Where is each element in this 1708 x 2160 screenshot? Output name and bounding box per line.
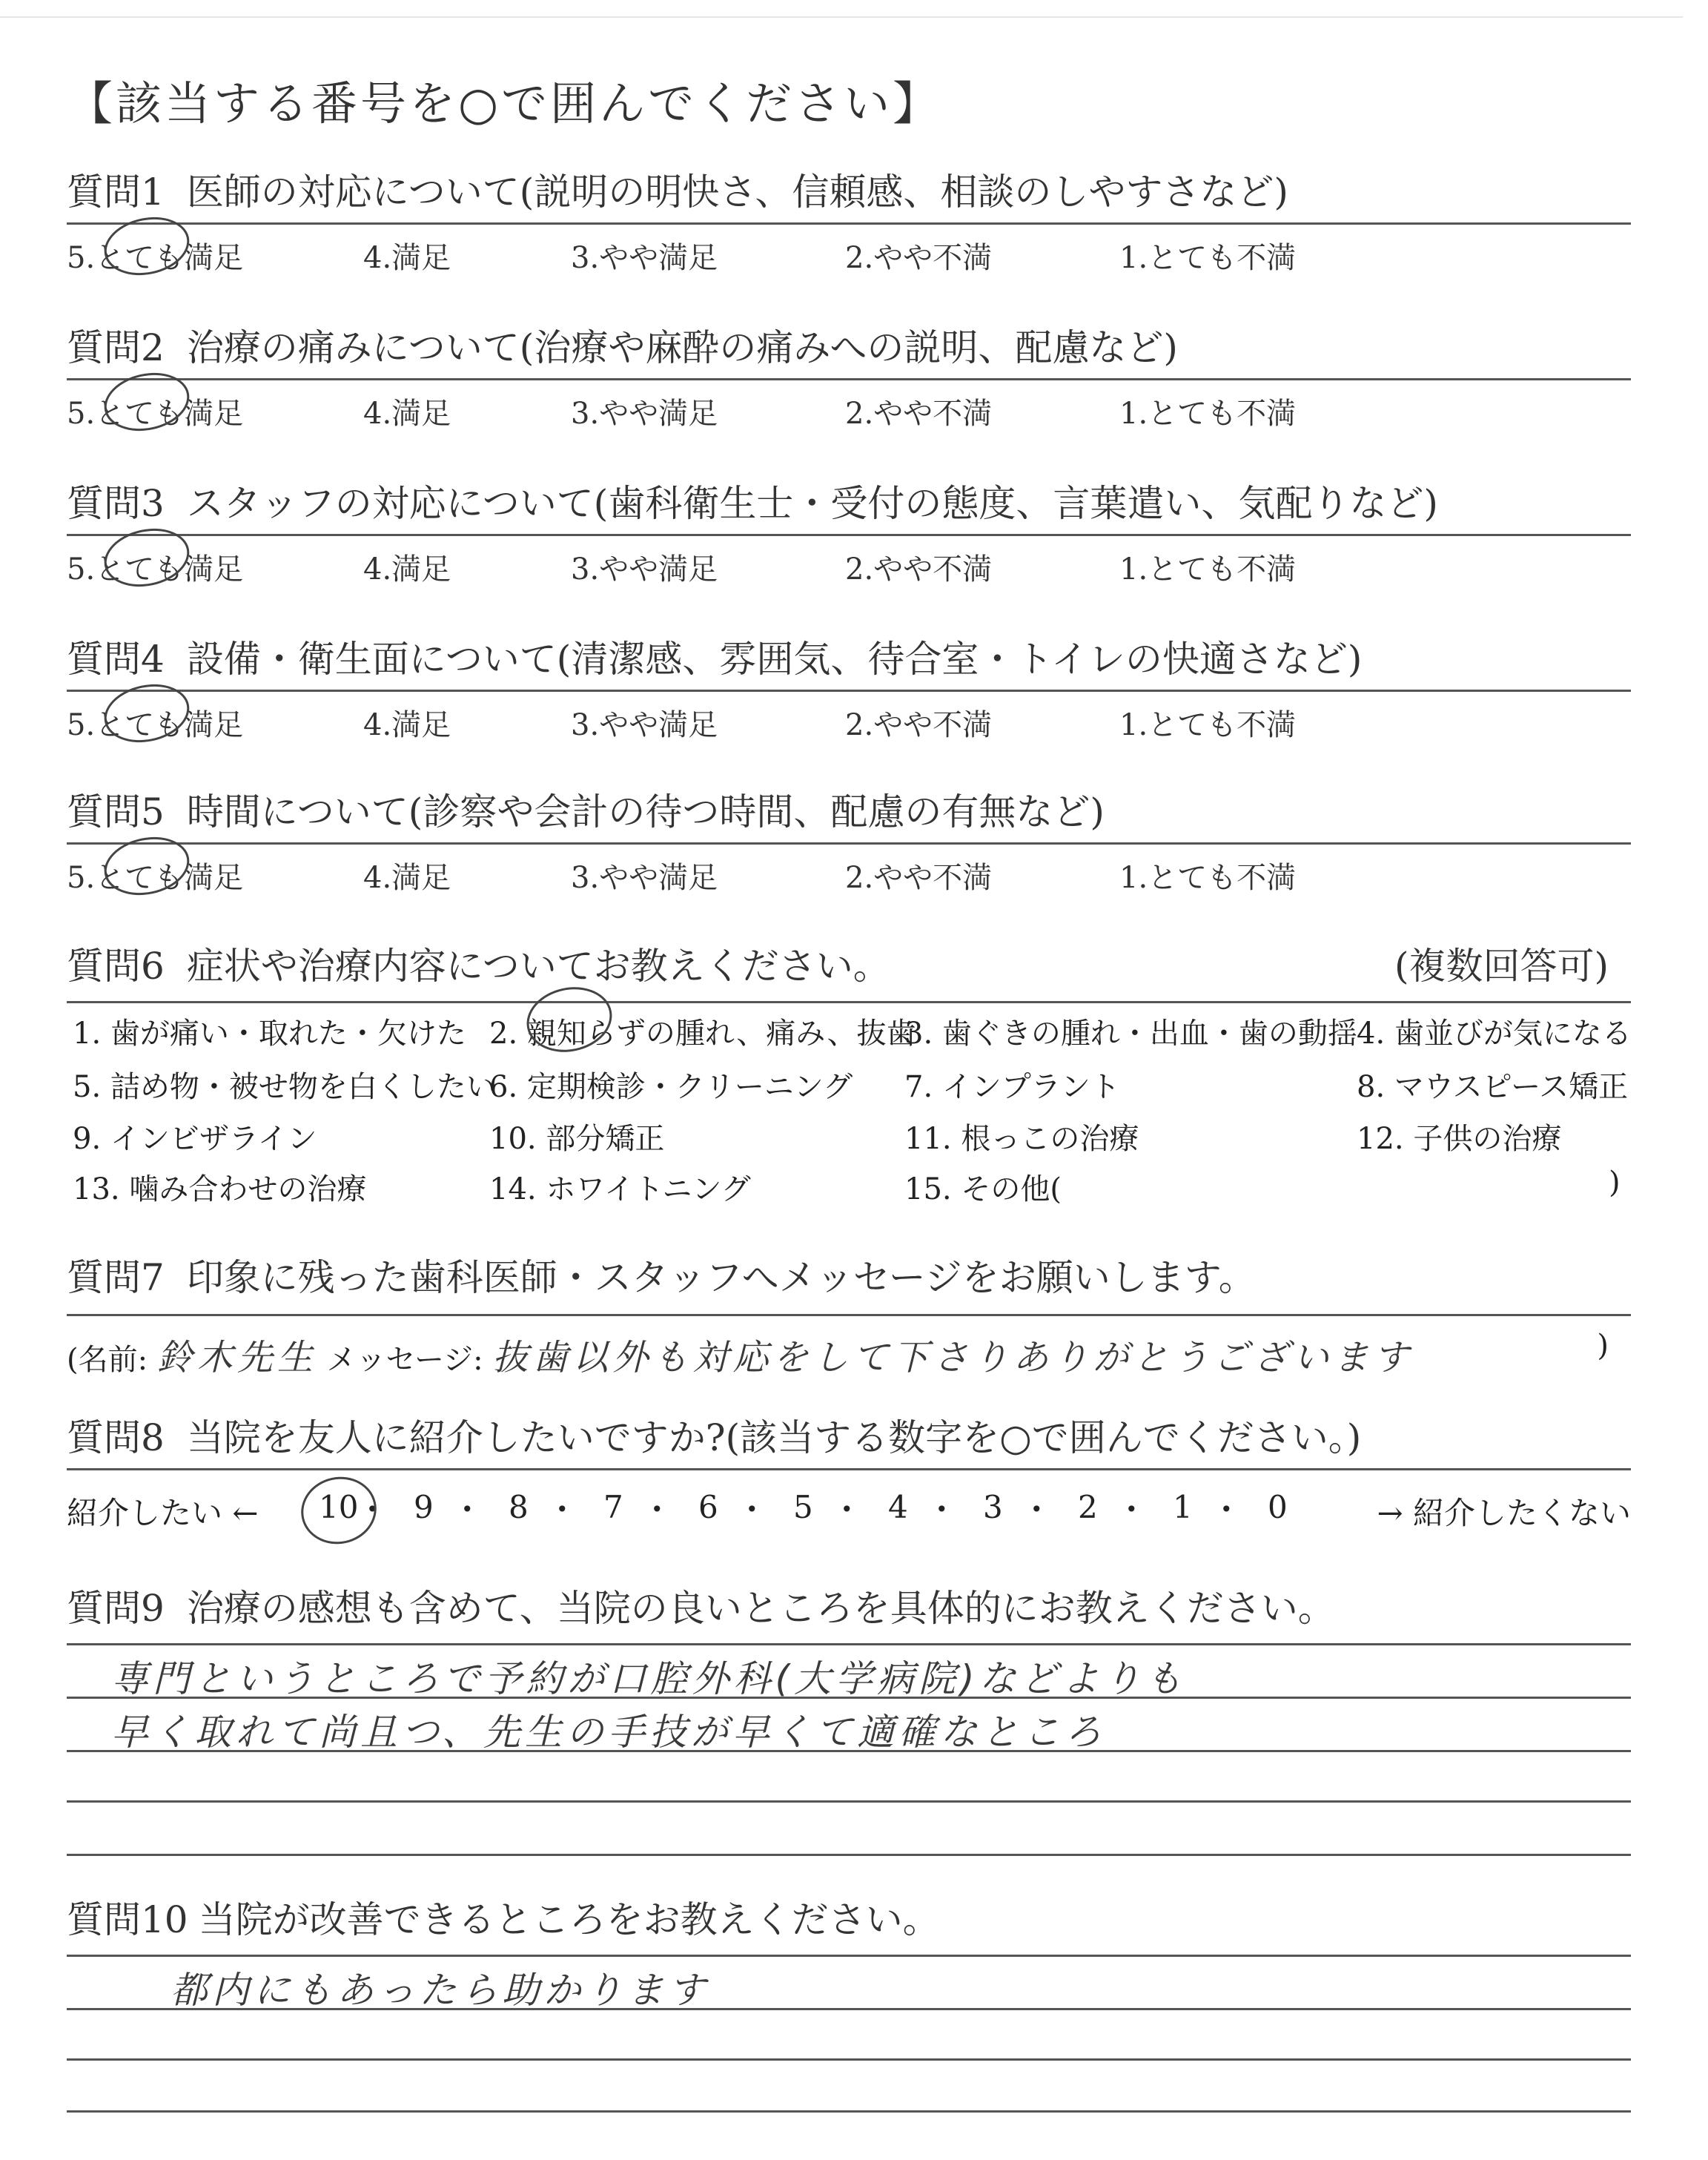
answer-rule bbox=[67, 534, 1631, 536]
answer-rule bbox=[67, 690, 1631, 692]
question-text: 印象に残った歯科医師・スタッフへメッセージをお願いします。 bbox=[186, 1256, 1256, 1299]
rating-option[interactable]: 1.とても不満 bbox=[1119, 861, 1297, 895]
question-10 bbox=[67, 1897, 1631, 2012]
symptom-option[interactable]: 7. インプラント bbox=[904, 1070, 1120, 1104]
symptom-option[interactable]: 2. 親知らずの腫れ、痛み、抜歯 bbox=[489, 1017, 916, 1051]
question-text: スタッフの対応について(歯科衛生士・受付の態度、言葉遣い、気配りなど) bbox=[186, 482, 1438, 525]
symptom-option[interactable]: 13. 噛み合わせの治療 bbox=[73, 1172, 367, 1206]
rating-option[interactable]: 2.やや不満 bbox=[845, 861, 993, 895]
question-6-title bbox=[67, 943, 1631, 989]
name-value[interactable]: 鈴木先生 bbox=[156, 1337, 317, 1378]
rating-option[interactable]: 3.やや満足 bbox=[571, 861, 718, 895]
rating-option[interactable]: 5.とても満足 bbox=[67, 552, 244, 587]
question-number: 質問5 bbox=[67, 790, 165, 833]
rating-option[interactable]: 5.とても満足 bbox=[67, 708, 244, 742]
scale-separator: • bbox=[841, 1497, 853, 1522]
question-text: 医師の対応について(説明の明快さ、信頼感、相談のしやすさなど) bbox=[186, 171, 1288, 214]
rating-option[interactable]: 5.とても満足 bbox=[67, 861, 244, 895]
answer-rule bbox=[67, 378, 1631, 380]
rating-option[interactable]: 1.とても不満 bbox=[1119, 552, 1297, 587]
scale-separator: • bbox=[366, 1497, 379, 1522]
symptom-option[interactable]: 10. 部分矯正 bbox=[489, 1122, 665, 1156]
scale-separator: • bbox=[1030, 1497, 1043, 1522]
answer-rule bbox=[67, 2058, 1631, 2061]
answer-rule bbox=[67, 1643, 1631, 1645]
symptom-option[interactable]: 11. 根っこの治療 bbox=[904, 1122, 1139, 1156]
message-close-paren: ) bbox=[1597, 1329, 1609, 1363]
scale-separator: • bbox=[1125, 1497, 1138, 1522]
question-9-title bbox=[67, 1585, 1631, 1631]
symptom-option[interactable]: ) bbox=[1609, 1166, 1621, 1200]
symptom-option[interactable]: 15. その他( bbox=[904, 1172, 1062, 1206]
symptom-option[interactable]: 1. 歯が痛い・取れた・欠けた bbox=[73, 1017, 466, 1051]
scale-separator: • bbox=[746, 1497, 758, 1522]
scale-number[interactable]: 3 bbox=[983, 1489, 1003, 1525]
recommend-scale bbox=[67, 1489, 1631, 1541]
rating-option[interactable]: 4.満足 bbox=[363, 708, 451, 742]
question-text: 設備・衛生面について(清潔感、雰囲気、待合室・トイレの快適さなど) bbox=[186, 638, 1363, 681]
answer-rule bbox=[67, 1468, 1631, 1470]
question-number: 質問2 bbox=[67, 326, 165, 369]
question-8 bbox=[67, 1415, 1631, 1531]
answer-rule bbox=[67, 1314, 1631, 1316]
symptom-option[interactable]: 4. 歯並びが気になる bbox=[1357, 1017, 1632, 1051]
question-2 bbox=[67, 325, 1631, 431]
question-number: 質問9 bbox=[67, 1587, 165, 1630]
name-label: (名前: bbox=[67, 1343, 148, 1377]
answer-line-2[interactable]: 早く取れて尚且つ、先生の手技が早くて適確なところ bbox=[111, 1711, 1106, 1754]
question-5 bbox=[67, 789, 1631, 895]
question-number: 質問6 bbox=[67, 945, 165, 988]
scale-separator: • bbox=[651, 1497, 663, 1522]
answer-rule bbox=[67, 842, 1631, 845]
question-2-title bbox=[67, 325, 1631, 371]
question-text: 治療の感想も含めて、当院の良いところを具体的にお教えください。 bbox=[186, 1587, 1335, 1630]
question-text: 当院を友人に紹介したいですか?(該当する数字を○で囲んでください。) bbox=[186, 1416, 1362, 1459]
rating-option[interactable]: 2.やや不満 bbox=[845, 241, 993, 275]
question-number: 質問4 bbox=[67, 638, 165, 681]
scale-separator: • bbox=[1220, 1497, 1233, 1522]
scale-separator: • bbox=[936, 1497, 948, 1522]
question-8-title bbox=[67, 1415, 1631, 1461]
question-number: 質問7 bbox=[67, 1256, 165, 1299]
symptom-option[interactable]: 6. 定期検診・クリーニング bbox=[489, 1070, 853, 1104]
question-5-title bbox=[67, 789, 1631, 835]
question-text: 治療の痛みについて(治療や麻酔の痛みへの説明、配慮など) bbox=[186, 326, 1178, 369]
selection-circle bbox=[295, 1470, 383, 1550]
message-label: メッセージ: bbox=[326, 1343, 483, 1377]
answer-rule bbox=[67, 222, 1631, 225]
rating-option[interactable]: 3.やや満足 bbox=[571, 241, 718, 275]
answer-line-1[interactable]: 専門というところで予約が口腔外科(大学病院)などよりも bbox=[111, 1657, 1187, 1700]
rating-option[interactable]: 3.やや満足 bbox=[571, 552, 718, 587]
scale-number[interactable]: 8 bbox=[509, 1489, 529, 1525]
question-number: 質問3 bbox=[67, 482, 165, 525]
rating-option[interactable]: 2.やや不満 bbox=[845, 397, 993, 431]
page-header: 【該当する番号を○で囲んでください】 bbox=[67, 76, 942, 131]
question-number: 質問8 bbox=[67, 1416, 165, 1459]
message-value[interactable]: 抜歯以外も対応をして下さりありがとうございます bbox=[492, 1337, 1414, 1378]
question-4 bbox=[67, 636, 1631, 742]
scale-number[interactable]: 6 bbox=[698, 1489, 718, 1525]
rating-option[interactable]: 4.満足 bbox=[363, 241, 451, 275]
scale-right-label: → 紹介したくない bbox=[1377, 1495, 1631, 1531]
rating-option[interactable]: 1.とても不満 bbox=[1119, 241, 1297, 275]
rating-option[interactable]: 1.とても不満 bbox=[1119, 397, 1297, 431]
question-1 bbox=[67, 169, 1631, 275]
symptom-options bbox=[67, 1010, 1631, 1232]
symptom-option[interactable]: 12. 子供の治療 bbox=[1357, 1122, 1562, 1156]
answer-line-1[interactable]: 都内にもあったら助かります bbox=[171, 1969, 710, 2012]
scale-number[interactable]: 9 bbox=[414, 1489, 434, 1525]
scale-separator: • bbox=[461, 1497, 474, 1522]
scale-number[interactable]: 0 bbox=[1268, 1489, 1288, 1525]
message-line bbox=[67, 1329, 1631, 1380]
symptom-option[interactable]: 5. 詰め物・被せ物を白くしたい bbox=[73, 1070, 496, 1104]
question-number: 質問1 bbox=[67, 171, 165, 214]
scale-left-label: 紹介したい ← bbox=[67, 1495, 259, 1531]
question-10-title bbox=[67, 1897, 1631, 1943]
question-3-title bbox=[67, 480, 1631, 526]
symptom-option[interactable]: 9. インビザライン bbox=[73, 1122, 317, 1156]
scale-number[interactable]: 2 bbox=[1078, 1489, 1098, 1525]
question-3 bbox=[67, 480, 1631, 587]
answer-rule bbox=[67, 1001, 1631, 1003]
question-text: 当院が改善できるところをお教えください。 bbox=[198, 1898, 940, 1941]
question-text: 時間について(診察や会計の待つ時間、配慮の有無など) bbox=[186, 790, 1105, 833]
question-7-title bbox=[67, 1255, 1631, 1301]
rating-option[interactable]: 1.とても不満 bbox=[1119, 708, 1297, 742]
symptom-option[interactable]: 8. マウスピース矯正 bbox=[1357, 1070, 1629, 1104]
scale-number[interactable]: 4 bbox=[888, 1489, 908, 1525]
symptom-option[interactable]: 14. ホワイトニング bbox=[489, 1172, 751, 1206]
scale-number[interactable]: 7 bbox=[603, 1489, 623, 1525]
scale-separator: • bbox=[556, 1497, 569, 1522]
rating-option[interactable]: 4.満足 bbox=[363, 861, 451, 895]
rating-option[interactable]: 3.やや満足 bbox=[571, 397, 718, 431]
answer-rule bbox=[67, 1955, 1631, 1957]
rating-option[interactable]: 5.とても満足 bbox=[67, 397, 244, 431]
rating-option[interactable]: 2.やや不満 bbox=[845, 552, 993, 587]
answer-rule bbox=[67, 1800, 1631, 1803]
symptom-option[interactable]: 3. 歯ぐきの腫れ・出血・歯の動揺 bbox=[904, 1017, 1357, 1051]
question-number: 質問10 bbox=[67, 1898, 188, 1941]
rating-option[interactable]: 4.満足 bbox=[363, 397, 451, 431]
question-text: 症状や治療内容についてお教えください。 bbox=[186, 945, 890, 988]
top-border bbox=[0, 16, 1683, 18]
rating-option[interactable]: 3.やや満足 bbox=[571, 708, 718, 742]
scale-number[interactable]: 5 bbox=[793, 1489, 813, 1525]
question-6 bbox=[67, 943, 1632, 1206]
question-4-title bbox=[67, 636, 1631, 682]
rating-option[interactable]: 5.とても満足 bbox=[67, 241, 244, 275]
question-7 bbox=[67, 1255, 1631, 1378]
multiple-answers-note: (複数回答可) bbox=[1394, 945, 1609, 988]
scale-number[interactable]: 1 bbox=[1173, 1489, 1193, 1525]
answer-rule bbox=[67, 2110, 1631, 2113]
question-9 bbox=[67, 1585, 1631, 1754]
question-1-title bbox=[67, 169, 1631, 215]
rating-option[interactable]: 2.やや不満 bbox=[845, 708, 993, 742]
rating-option[interactable]: 4.満足 bbox=[363, 552, 451, 587]
answer-rule bbox=[67, 1854, 1631, 1856]
scale-number[interactable]: 10 bbox=[319, 1489, 359, 1525]
